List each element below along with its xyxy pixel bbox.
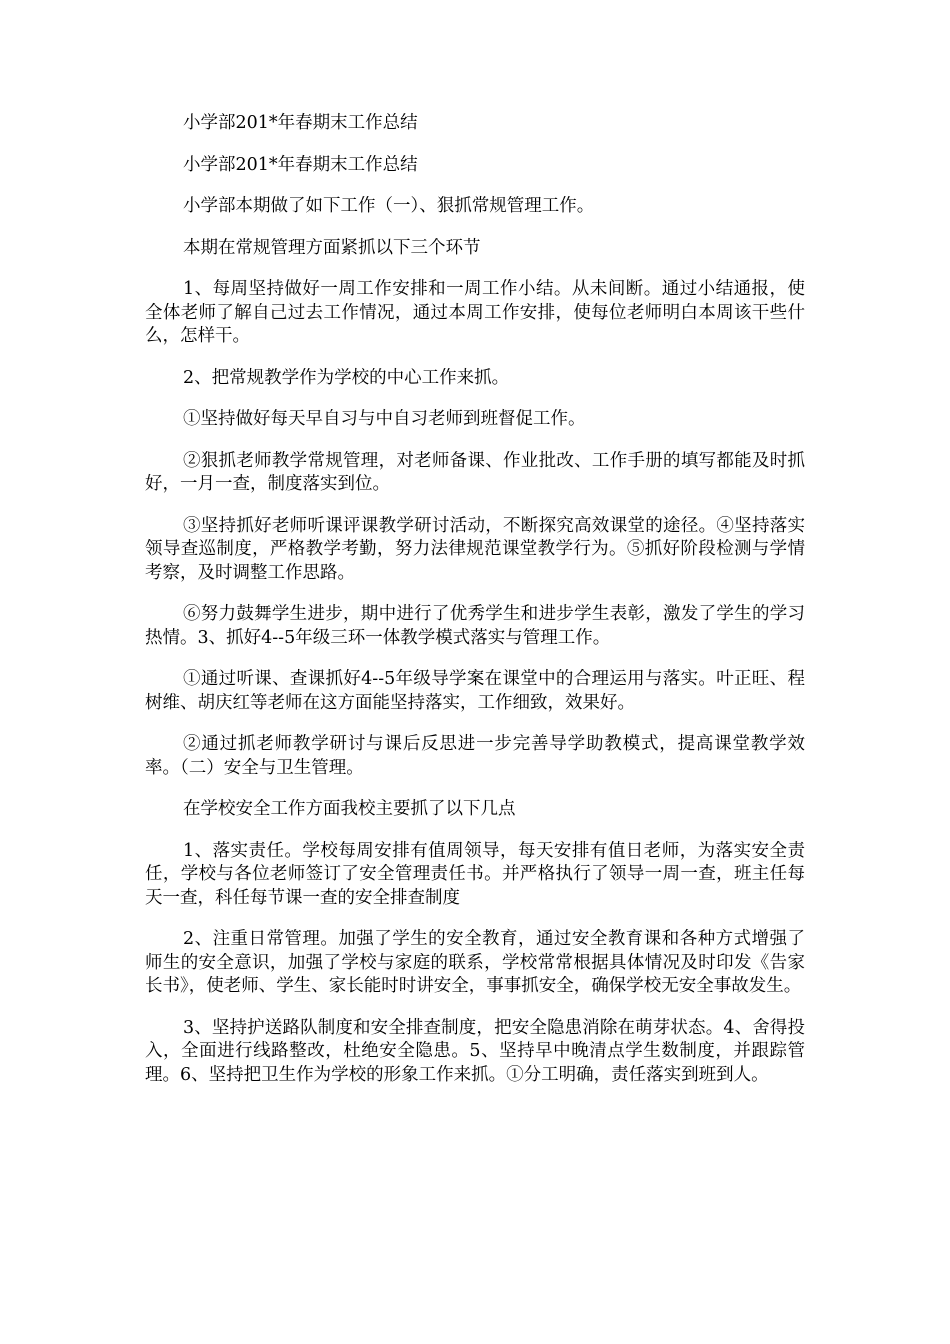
- paragraph: ①通过听课、查课抓好4--5年级导学案在课堂中的合理运用与落实。叶正旺、程树维、胡庆红等老师在这方面能坚持落实，工作细致，效果好。: [145, 669, 805, 713]
- paragraph: ①坚持做好每天早自习与中自习老师到班督促工作。: [183, 409, 586, 429]
- paragraph: 在学校安全工作方面我校主要抓了以下几点: [183, 799, 516, 819]
- paragraph: ⑥努力鼓舞学生进步，期中进行了优秀学生和进步学生表彰，激发了学生的学习热情。3、抓好4--5年级三环一体教学模式落实与管理工作。: [145, 604, 805, 648]
- paragraph: ②通过抓老师教学研讨与课后反思进一步完善导学助教模式，提高课堂教学效率。（二）安全与卫生管理。: [145, 734, 805, 778]
- document-title: 小学部201*年春期末工作总结: [183, 113, 418, 133]
- paragraph: ②狠抓老师教学常规管理，对老师备课、作业批改、工作手册的填写都能及时抓好，一月一查，制度落实到位。: [145, 450, 805, 494]
- paragraph: 1、落实责任。学校每周安排有值周领导，每天安排有值日老师，为落实安全责任，学校与各位老师签订了安全管理责任书。并严格执行了领导一周一查，班主任每天一查，科任每节课一查的安全排查制度: [145, 840, 805, 908]
- paragraph: 小学部本期做了如下工作（一）、狠抓常规管理工作。: [183, 196, 595, 216]
- paragraph: 1、每周坚持做好一周工作安排和一周工作小结。从未间断。通过小结通报，使全体老师了解自己过去工作情况，通过本周工作安排，使每位老师明白本周该干些什么，怎样干。: [145, 279, 805, 346]
- document-body: [145, 112, 805, 1105]
- paragraph: 3、坚持护送路队制度和安全排查制度，把安全隐患消除在萌芽状态。4、舍得投入，全面进行线路整改，杜绝安全隐患。5、坚持早中晚清点学生数制度，并跟踪管理。6、坚持把卫生作为学校的形象工作来抓。①分工明确，责任落实到班到人。: [145, 1017, 805, 1085]
- paragraph: 2、注重日常管理。加强了学生的安全教育，通过安全教育课和各种方式增强了师生的安全意识，加强了学校与家庭的联系，学校常常根据具体情况及时印发《告家长书》，使老师、学生、家长能时时讲安全，事事抓安全，确保学校无安全事故发生。: [145, 929, 805, 996]
- document-subtitle: 小学部201*年春期末工作总结: [183, 154, 418, 175]
- paragraph: 2、把常规教学作为学校的中心工作来抓。: [183, 367, 510, 388]
- paragraph: 本期在常规管理方面紧抓以下三个环节: [183, 237, 481, 258]
- paragraph: ③坚持抓好老师听课评课教学研讨活动，不断探究高效课堂的途径。④坚持落实领导查巡制度，严格教学考勤，努力法律规范课堂教学行为。⑤抓好阶段检测与学情考察，及时调整工作思路。: [145, 515, 805, 583]
